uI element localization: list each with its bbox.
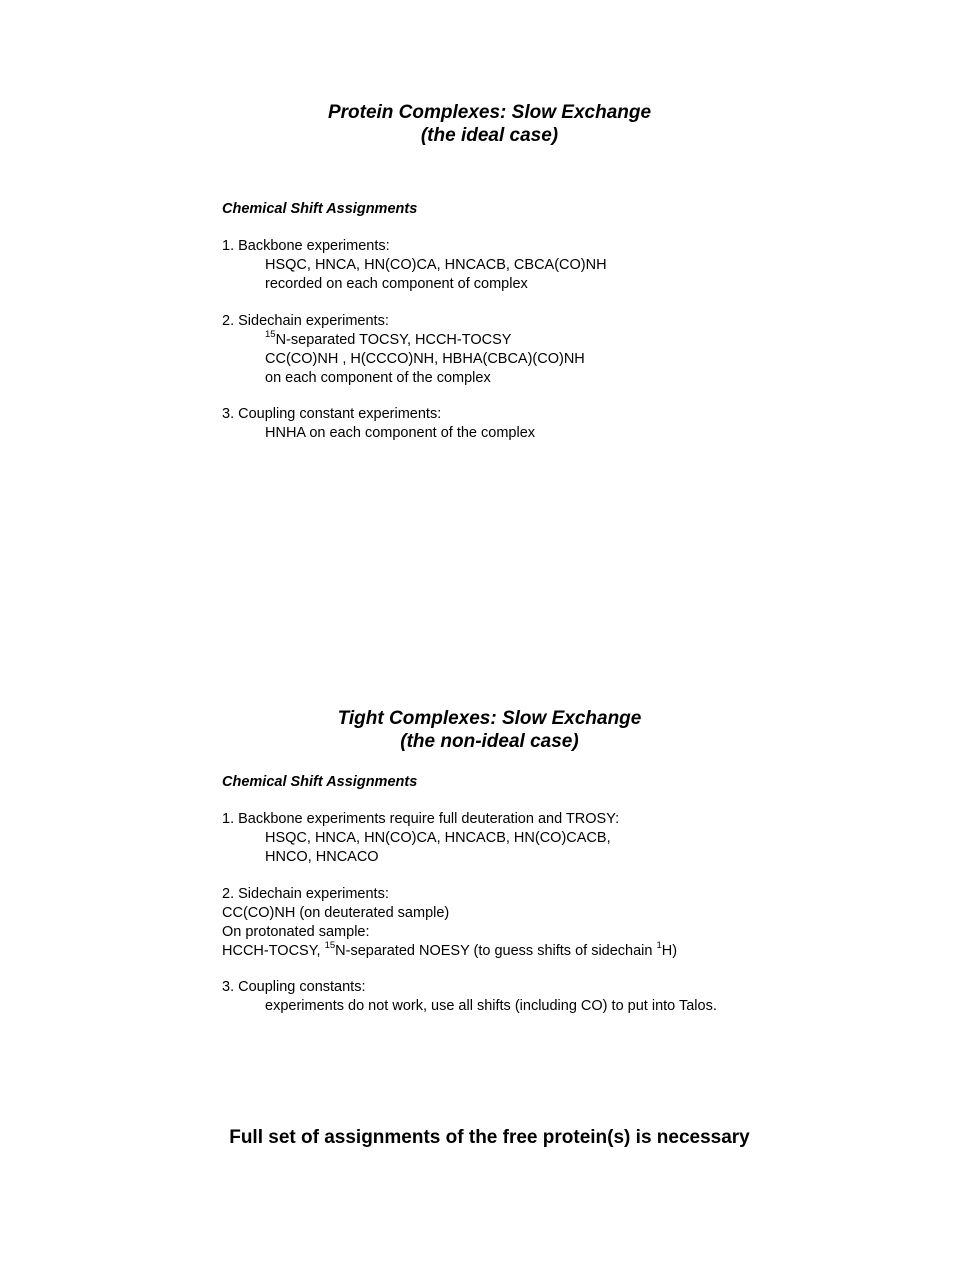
section2-item3-line1: experiments do not work, use all shifts (including CO) to put into Talos.: [265, 998, 717, 1014]
section2-item2-line3: [222, 942, 677, 961]
section1-item2-line2: CC(CO)NH , H(CCCO)NH, HBHA(CBCA)(CO)NH: [265, 351, 585, 367]
isotope-superscript: 15: [265, 329, 276, 341]
section2-title: [0, 707, 979, 753]
section1-item2-heading: 2. Sidechain experiments:: [222, 313, 389, 329]
section2-item3-heading: 3. Coupling constants:: [222, 979, 366, 995]
footer-statement: Full set of assignments of the free protein(s) is necessary: [229, 1127, 750, 1148]
isotope-superscript: 1: [656, 940, 662, 952]
section2-item1-heading: 1. Backbone experiments require full deuteration and TROSY:: [222, 811, 620, 827]
section1-item1-line2: recorded on each component of complex: [265, 276, 528, 292]
section2-subhead: Chemical Shift Assignments: [222, 774, 418, 790]
section1-subhead: Chemical Shift Assignments: [222, 201, 418, 217]
section1-item2-line1-text: N-separated TOCSY, HCCH-TOCSY: [275, 332, 512, 348]
section2-item1-line2: HNCO, HNCACO: [265, 849, 379, 865]
section1-item-coupling: [222, 405, 535, 443]
section2-item-backbone: [222, 810, 619, 867]
section2-item2-line3-a: HCCH-TOCSY,: [222, 943, 325, 959]
section1-item2-line1: [222, 331, 585, 350]
section1-item1-heading: 1. Backbone experiments:: [222, 238, 390, 254]
section1-item-sidechain: [222, 312, 585, 388]
section2-item-coupling: [222, 978, 717, 1016]
section2-title-line2: (the non-ideal case): [400, 731, 579, 752]
isotope-superscript: 15: [324, 940, 336, 952]
section2-item2-line1: CC(CO)NH (on deuterated sample): [222, 905, 450, 921]
section1-item-backbone: [222, 237, 607, 294]
section1-item3-line1: HNHA on each component of the complex: [265, 425, 536, 441]
section2-item2-heading: 2. Sidechain experiments:: [222, 886, 389, 902]
section2-item2-line3-c: H): [661, 943, 678, 959]
section1-title-line2: (the ideal case): [420, 125, 559, 146]
section2-item1-line1: HSQC, HNCA, HN(CO)CA, HNCACB, HN(CO)CACB,: [265, 830, 611, 846]
section2-item-sidechain: [222, 885, 677, 961]
section1-item3-heading: 3. Coupling constant experiments:: [222, 406, 442, 422]
section1-item1-line1: HSQC, HNCA, HN(CO)CA, HNCACB, CBCA(CO)NH: [265, 257, 607, 273]
section1-title: [0, 101, 979, 147]
section1-item2-line3: on each component of the complex: [265, 370, 491, 386]
section2-item2-line2: On protonated sample:: [222, 924, 370, 940]
section2-item2-line3-b: N-separated NOESY (to guess shifts of sidechain: [335, 943, 657, 959]
section1-title-line1: Protein Complexes: Slow Exchange: [327, 102, 652, 123]
section2-title-line1: Tight Complexes: Slow Exchange: [337, 708, 642, 729]
